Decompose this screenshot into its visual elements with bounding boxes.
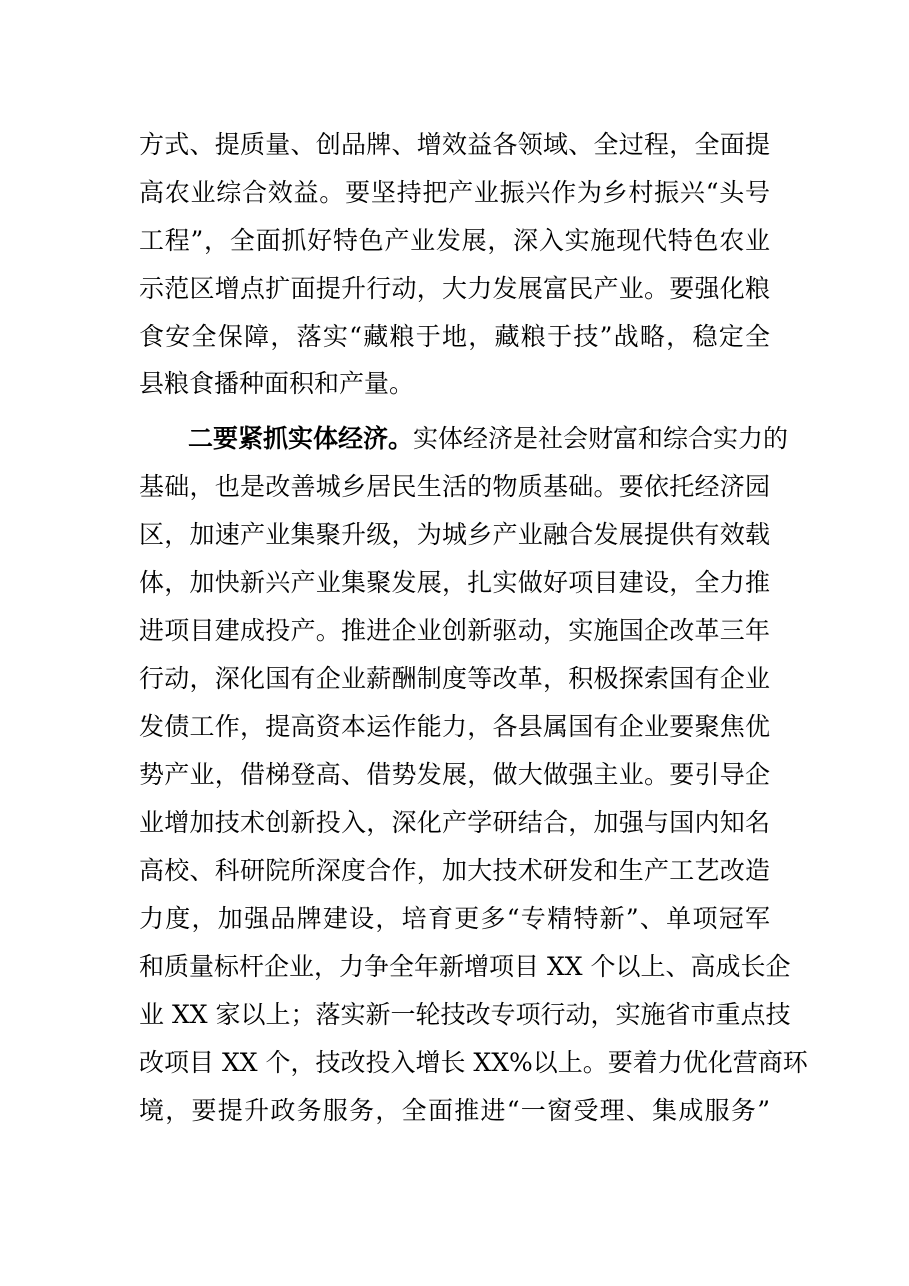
text-line: 发债工作，提高资本运作能力，各县属国有企业要聚焦优 — [139, 712, 770, 741]
text-span: 实体经济是社会财富和综合实力的 — [413, 424, 789, 453]
text-line: 势产业，借梯登高、借势发展，做大做强主业。要引导企 — [139, 760, 770, 789]
text-line: 示范区增点扩面提升行动，大力发展富民产业。要强化粮 — [139, 274, 770, 303]
text-line: 体，加快新兴产业集聚发展，扎实做好项目建设，全力推 — [139, 568, 770, 597]
text-line: 县粮食播种面积和产量。 — [139, 369, 415, 398]
text-line: 方式、提质量、创品牌、增效益各领域、全过程，全面提 — [139, 130, 770, 159]
text-line: 区，加速产业集聚升级，为城乡产业融合发展提供有效载 — [139, 520, 770, 549]
text-line: 高校、科研院所深度合作，加大技术研发和生产工艺改造 — [139, 856, 770, 885]
text-line: 改项目 XX 个，技改投入增长 XX%以上。要着力优化营商环 — [139, 1048, 808, 1077]
text-line: 业增加技术创新投入，深化产学研结合，加强与国内知名 — [139, 808, 770, 837]
text-line: 食安全保障，落实“藏粮于地，藏粮于技”战略，稳定全 — [139, 322, 770, 351]
text-line: 业 XX 家以上；落实新一轮技改专项行动，实施省市重点技 — [139, 1000, 791, 1029]
text-line: 工程”，全面抓好特色产业发展，深入实施现代特色农业 — [139, 226, 770, 255]
paragraph-first-line — [188, 419, 789, 459]
text-line: 进项目建成投产。推进企业创新驱动，实施国企改革三年 — [139, 616, 770, 645]
section-heading: 二要紧抓实体经济。 — [188, 424, 414, 453]
text-line: 境，要提升政务服务，全面推进“一窗受理、集成服务” — [139, 1096, 770, 1125]
text-line: 基础，也是改善城乡居民生活的物质基础。要依托经济园 — [139, 472, 770, 501]
text-line: 行动，深化国有企业薪酬制度等改革，积极探索国有企业 — [139, 664, 770, 693]
text-line: 和质量标杆企业，力争全年新增项目 XX 个以上、高成长企 — [139, 952, 791, 981]
text-line: 高农业综合效益。要坚持把产业振兴作为乡村振兴“头号 — [139, 178, 770, 207]
text-line: 力度，加强品牌建设，培育更多“专精特新”、单项冠军 — [139, 904, 770, 933]
